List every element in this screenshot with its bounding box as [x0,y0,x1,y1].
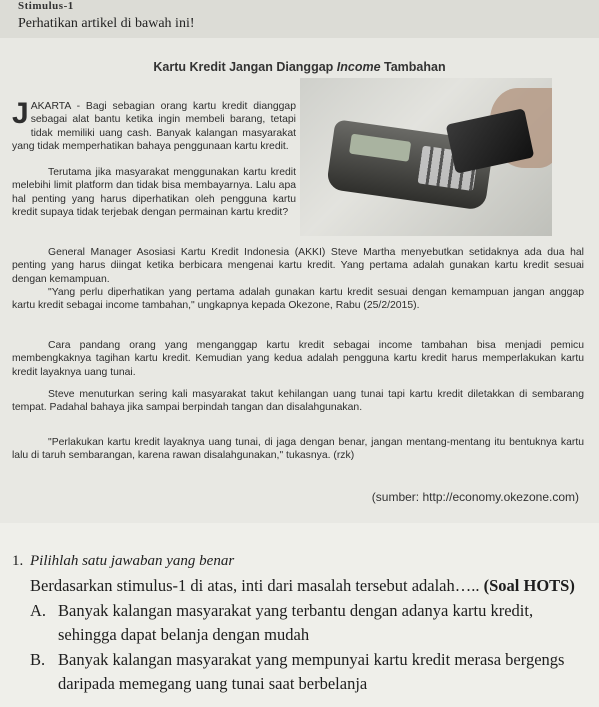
option-a-letter: A. [30,601,47,620]
article-title-end: Tambahan [380,60,446,74]
hots-tag: (Soal HOTS) [483,576,575,595]
question-instruction: Pilihlah satu jawaban yang benar [30,553,235,569]
article-title-italic: Income [336,60,381,74]
instruction-text: Perhatikan artikel di bawah ini! [18,16,195,31]
paragraph-5: Cara pandang orang yang menganggap kartu kredit sebagai income tambahan bisa menjadi pemicu membengkaknya tagihan kartu kredit. Kemudian yang kedua adalah pengguna kartu kredit harus memperlakukan kartu kredit layaknya uang tunai. [12,340,584,378]
dropcap-letter: J [12,97,29,130]
question-stem [30,576,575,596]
option-b[interactable] [30,648,599,696]
question-stem-text: Berdasarkan stimulus-1 di atas, inti dari masalah tersebut adalah….. [30,576,484,595]
option-b-line2: daripada memegang uang tunai saat berbelanja [58,674,368,693]
article-title-main: Kartu Kredit Jangan Dianggap [153,60,337,74]
paragraph-2: Terutama jika masyarakat menggunakan kartu kredit melebihi limit platform dan tidak bisa membayarnya. Lalu apa hal penting yang harus diperhatikan oleh pengguna kartu kredit supaya tidak terjebak dengan permainan kartu kredit? [12,167,296,218]
terminal-screen-shape [349,134,411,162]
option-a-line2: sehingga dapat belanja dengan mudah [58,625,310,644]
question-block [0,523,599,707]
stimulus-label: Stimulus-1 [18,0,74,12]
paragraph-7: "Perlakukan kartu kredit layaknya uang tunai, di jaga dengan benar, jangan mentang-mentang itu bentuknya kartu lalu di taruh sembarangan, karena rawan disalahgunakan," tukasnya. (rzk) [12,437,584,462]
option-b-letter: B. [30,650,46,669]
paragraph-4: "Yang perlu diperhatikan yang pertama adalah gunakan kartu kredit sesuai dengan kemampuan jangan anggap kartu kredit sebagai income tambahan," ungkapnya kepada Okezone, Rabu (25/2/2015). [12,287,584,312]
article-clipping [0,38,599,523]
question-number: 1. [12,553,24,569]
article-source: (sumber: http://economy.okezone.com) [371,490,579,504]
paragraph-1 [12,97,296,153]
option-b-line1: Banyak kalangan masyarakat yang mempunyai kartu kredit merasa bergengs [58,650,565,669]
paragraph-6: Steve menuturkan sering kali masyarakat takut kehilangan uang tunai tapi kartu kredit diletakkan di sembarang tempat. Padahal bahaya jika sampai berpindah tangan dan disalahgunakan. [12,389,584,414]
option-a[interactable] [30,599,599,647]
credit-card-photo [300,78,552,236]
article-title [0,60,599,74]
option-a-line1: Banyak kalangan masyarakat yang terbantu dengan adanya kartu kredit, [58,601,534,620]
paragraph-1-text: AKARTA - Bagi sebagian orang kartu kredit dianggap sebagai alat bantu ketika ingin membeli barang, tetapi tidak memiliki uang cash. Banyak kalangan masyarakat yang tidak memperhatikan bahaya penggunaan kartu kredit. [12,101,296,152]
paragraph-3: General Manager Asosiasi Kartu Kredit Indonesia (AKKI) Steve Martha menyebutkan setidaknya ada dua hal penting yang harus diingat ketika berbicara mengenai kartu kredit. Yang pertama adalah gunakan kartu kredit sesuai dengan kemampuan. [12,247,584,285]
